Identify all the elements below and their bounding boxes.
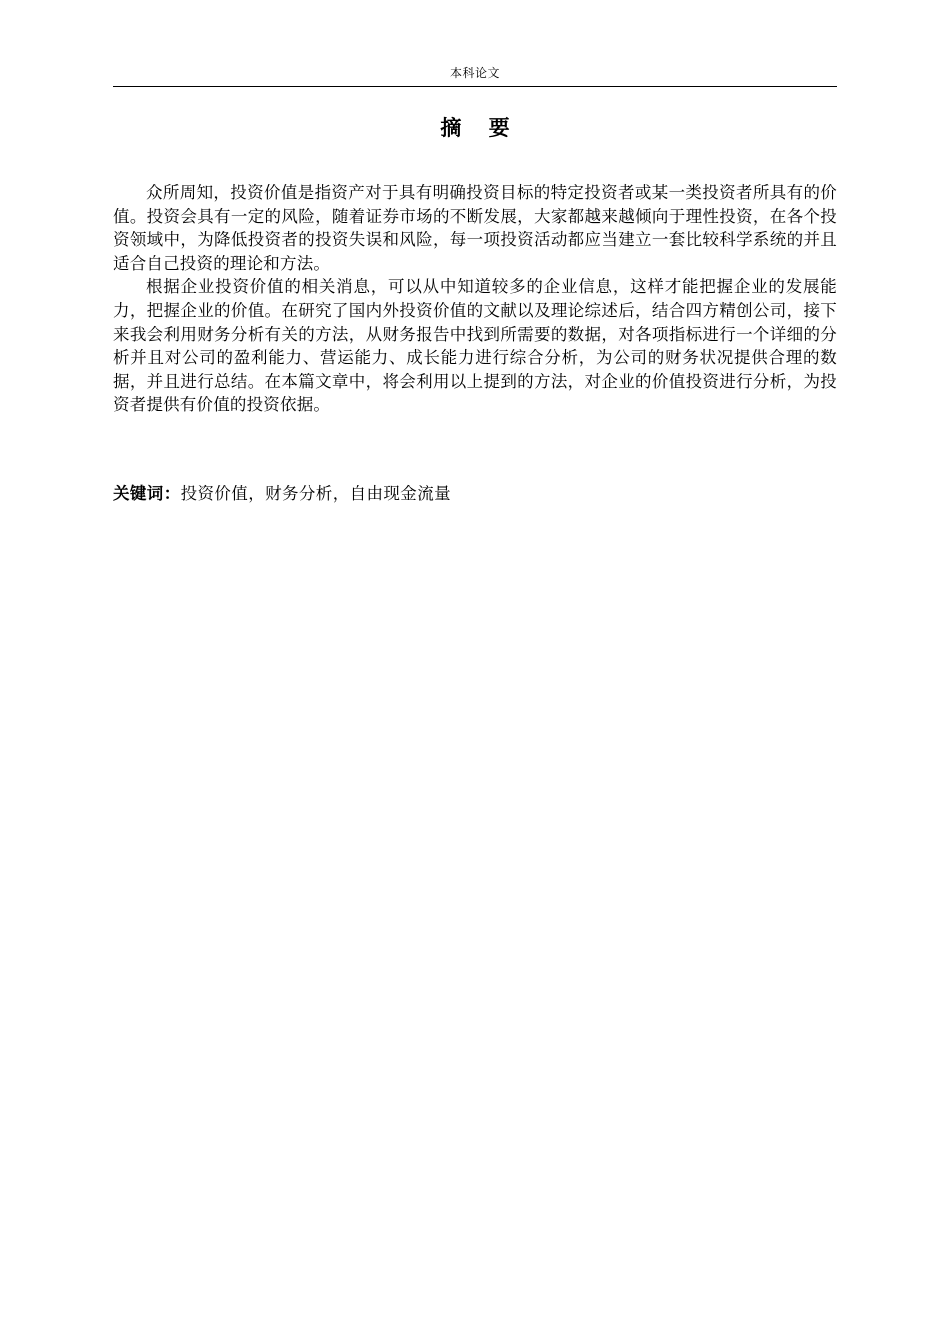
abstract-paragraph-2: 根据企业投资价值的相关消息，可以从中知道较多的企业信息，这样才能把握企业的发展能力，把握企业的价值。在研究了国内外投资价值的文献以及理论综述后，结合四方精创公司，接下来我会利用财务分析有关的方法，从财务报告中找到所需要的数据，对各项指标进行一个详细的分析并且对公司的盈利能力、营运能力、成长能力进行综合分析，为公司的财务状况提供合理的数据，并且进行总结。在本篇文章中，将会利用以上提到的方法，对企业的价值投资进行分析，为投资者提供有价值的投资依据。 [113,277,837,415]
keywords-value: 投资价值，财务分析，自由现金流量 [180,484,452,503]
abstract-paragraph-1: 众所周知，投资价值是指资产对于具有明确投资目标的特定投资者或某一类投资者所具有的价值。投资会具有一定的风险，随着证券市场的不断发展，大家都越来越倾向于理性投资，在各个投资领域中，为降低投资者的投资失误和风险，每一项投资活动都应当建立一套比较科学系统的并且适合自己投资的理论和方法。 [113,183,837,273]
page-header [113,64,837,87]
abstract-title: 摘 要 [440,116,520,140]
keywords-line [113,482,837,505]
abstract-body [113,181,837,417]
header-text: 本科论文 [449,66,500,80]
keywords-label: 关键词： [113,484,181,503]
